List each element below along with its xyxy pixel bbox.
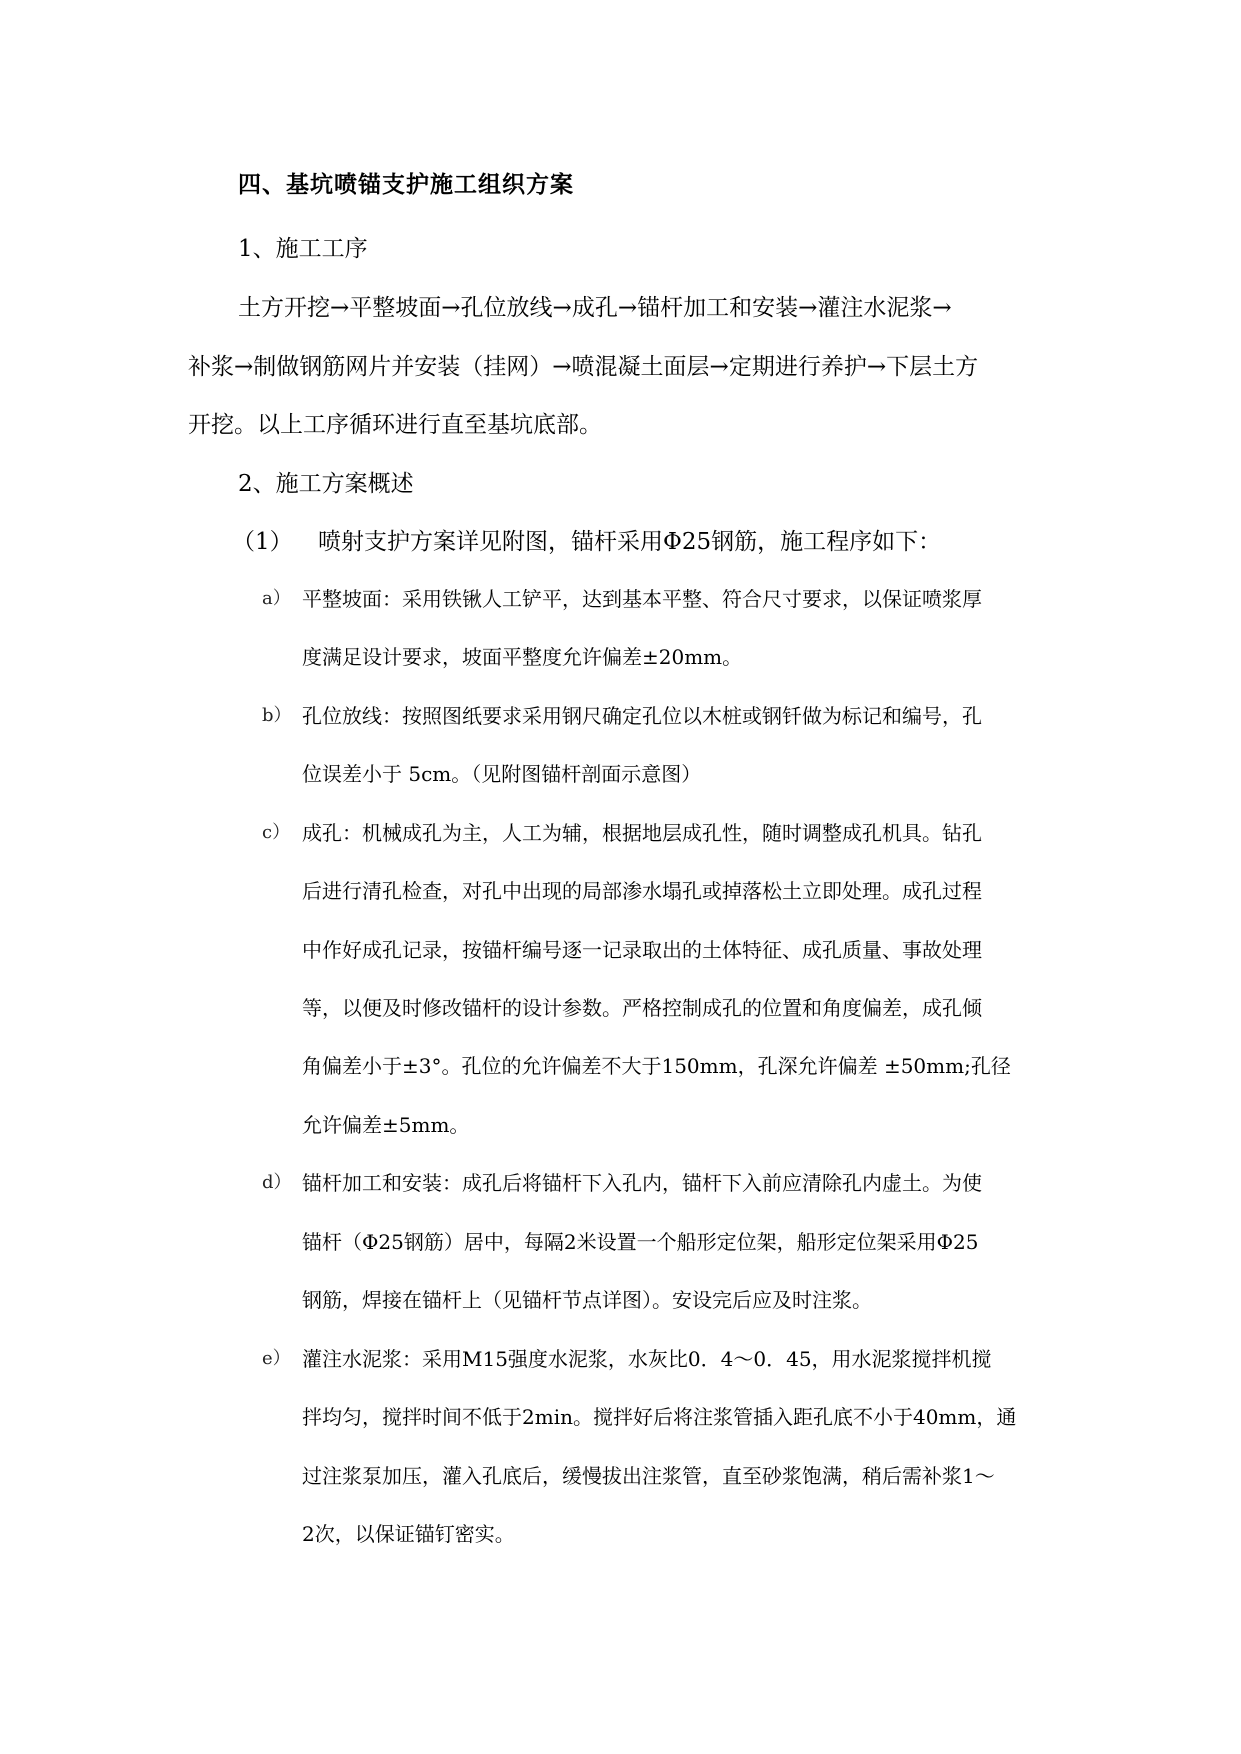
item-c-line-3: 中作好成孔记录，按锚杆编号逐一记录取出的土体特征、成孔质量、事故处理 xyxy=(302,938,982,962)
section1-title: 1、施工工序 xyxy=(238,236,368,262)
item-marker-c: c） xyxy=(262,822,291,843)
item-d-line-2: 锚杆（Φ25钢筋）居中，每隔2米设置一个船形定位架，船形定位架采用Φ25 xyxy=(302,1230,979,1254)
item-marker-e: e） xyxy=(262,1348,291,1369)
subsection-label: （1） xyxy=(232,529,293,555)
item-marker-d: d） xyxy=(262,1172,292,1193)
item-e-line-1: 灌注水泥浆：采用M15强度水泥浆，水灰比0．4～0．45，用水泥浆搅拌机搅 xyxy=(302,1347,992,1371)
process-line-3: 开挖。以上工序循环进行直至基坑底部。 xyxy=(188,412,602,438)
item-e-line-3: 过注浆泵加压，灌入孔底后，缓慢拔出注浆管，直至砂浆饱满，稍后需补浆1～ xyxy=(302,1464,995,1488)
item-e-line-4: 2次，以保证锚钉密实。 xyxy=(302,1522,515,1546)
item-c-line-5: 角偏差小于±3°。孔位的允许偏差不大于150mm，孔深允许偏差 ±50mm;孔径 xyxy=(302,1054,1011,1078)
process-line-1: 土方开挖→平整坡面→孔位放线→成孔→锚杆加工和安装→灌注水泥浆→ xyxy=(238,295,952,321)
item-b-line-1: 孔位放线：按照图纸要求采用钢尺确定孔位以木桩或钢钎做为标记和编号，孔 xyxy=(302,704,982,728)
item-a-line-2: 度满足设计要求，坡面平整度允许偏差±20mm。 xyxy=(302,645,743,669)
item-e-line-2: 拌均匀，搅拌时间不低于2min。搅拌好后将注浆管插入距孔底不小于40mm，通 xyxy=(302,1405,1017,1429)
item-c-line-2: 后进行清孔检查，对孔中出现的局部渗水塌孔或掉落松土立即处理。成孔过程 xyxy=(302,879,982,903)
item-d-line-1: 锚杆加工和安装：成孔后将锚杆下入孔内，锚杆下入前应清除孔内虚土。为使 xyxy=(302,1171,982,1195)
subsection-text: 喷射支护方案详见附图，锚杆采用Φ25钢筋，施工程序如下： xyxy=(318,529,942,555)
item-b-line-2: 位误差小于 5cm。（见附图锚杆剖面示意图） xyxy=(302,762,702,786)
item-marker-b: b） xyxy=(262,705,292,726)
process-line-2: 补浆→制做钢筋网片并安装（挂网）→喷混凝土面层→定期进行养护→下层土方 xyxy=(188,354,979,380)
item-c-line-4: 等，以便及时修改锚杆的设计参数。严格控制成孔的位置和角度偏差，成孔倾 xyxy=(302,996,982,1020)
item-d-line-3: 钢筋，焊接在锚杆上（见锚杆节点详图）。安设完后应及时注浆。 xyxy=(302,1288,872,1312)
item-c-line-1: 成孔：机械成孔为主，人工为辅，根据地层成孔性，随时调整成孔机具。钻孔 xyxy=(302,821,982,845)
section-heading: 四、基坑喷锚支护施工组织方案 xyxy=(238,171,574,198)
item-marker-a: a） xyxy=(262,588,291,609)
item-c-line-6: 允许偏差±5mm。 xyxy=(302,1113,470,1137)
item-a-line-1: 平整坡面：采用铁锹人工铲平，达到基本平整、符合尺寸要求，以保证喷浆厚 xyxy=(302,587,982,611)
section2-title: 2、施工方案概述 xyxy=(238,471,414,497)
